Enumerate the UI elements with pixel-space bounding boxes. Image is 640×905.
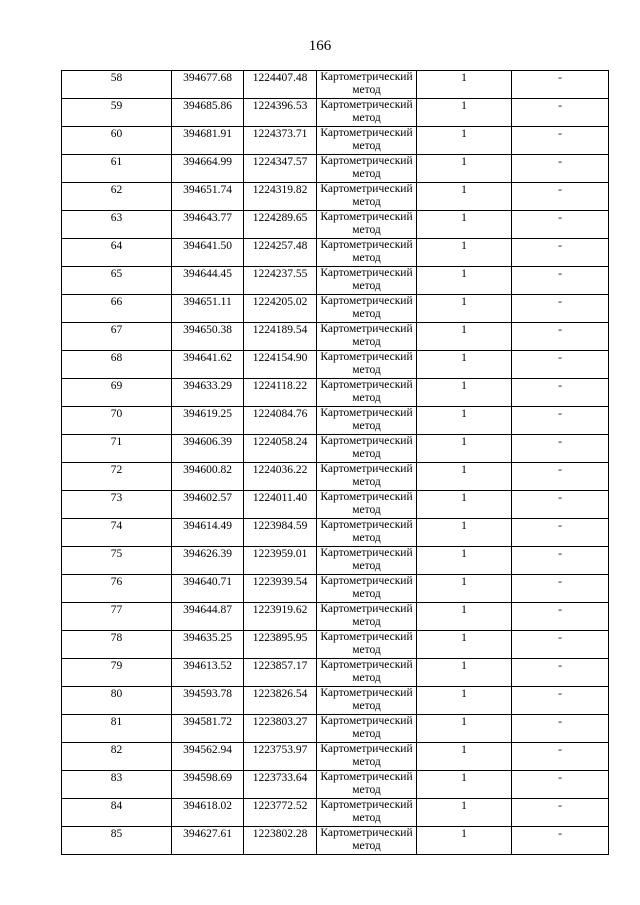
x-coordinate-cell: 394606.39 <box>172 435 244 463</box>
count-cell: 1 <box>417 127 512 155</box>
point-number-cell: 58 <box>62 71 172 99</box>
x-coordinate-cell: 394644.87 <box>172 603 244 631</box>
y-coordinate-cell: 1223959.01 <box>244 547 317 575</box>
table-row <box>62 407 609 435</box>
table-row <box>62 379 609 407</box>
y-coordinate-cell: 1224407.48 <box>244 71 317 99</box>
note-cell: - <box>512 715 609 743</box>
y-coordinate-cell: 1223919.62 <box>244 603 317 631</box>
note-cell: - <box>512 799 609 827</box>
y-coordinate-cell: 1224084.76 <box>244 407 317 435</box>
y-coordinate-cell: 1223802.28 <box>244 827 317 855</box>
note-cell: - <box>512 603 609 631</box>
point-number-cell: 84 <box>62 799 172 827</box>
count-cell: 1 <box>417 659 512 687</box>
page-number: 166 <box>308 38 332 54</box>
point-number-cell: 83 <box>62 771 172 799</box>
point-number-cell: 61 <box>62 155 172 183</box>
y-coordinate-cell: 1223939.54 <box>244 575 317 603</box>
table-row <box>62 799 609 827</box>
point-number-cell: 67 <box>62 323 172 351</box>
table-row <box>62 71 609 99</box>
table-row <box>62 435 609 463</box>
y-coordinate-cell: 1224347.57 <box>244 155 317 183</box>
table-row <box>62 715 609 743</box>
x-coordinate-cell: 394602.57 <box>172 491 244 519</box>
count-cell: 1 <box>417 547 512 575</box>
y-coordinate-cell: 1224257.48 <box>244 239 317 267</box>
x-coordinate-cell: 394600.82 <box>172 463 244 491</box>
x-coordinate-cell: 394593.78 <box>172 687 244 715</box>
point-number-cell: 81 <box>62 715 172 743</box>
count-cell: 1 <box>417 323 512 351</box>
note-cell: - <box>512 127 609 155</box>
x-coordinate-cell: 394641.50 <box>172 239 244 267</box>
method-cell: Картометрический метод <box>317 575 417 603</box>
point-number-cell: 79 <box>62 659 172 687</box>
x-coordinate-cell: 394640.71 <box>172 575 244 603</box>
y-coordinate-cell: 1224237.55 <box>244 267 317 295</box>
x-coordinate-cell: 394664.99 <box>172 155 244 183</box>
count-cell: 1 <box>417 239 512 267</box>
y-coordinate-cell: 1224396.53 <box>244 99 317 127</box>
count-cell: 1 <box>417 99 512 127</box>
method-cell: Картометрический метод <box>317 519 417 547</box>
method-cell: Картометрический метод <box>317 239 417 267</box>
table-row <box>62 631 609 659</box>
note-cell: - <box>512 351 609 379</box>
table-row <box>62 659 609 687</box>
point-number-cell: 77 <box>62 603 172 631</box>
y-coordinate-cell: 1223857.17 <box>244 659 317 687</box>
method-cell: Картометрический метод <box>317 771 417 799</box>
x-coordinate-cell: 394643.77 <box>172 211 244 239</box>
method-cell: Картометрический метод <box>317 267 417 295</box>
count-cell: 1 <box>417 491 512 519</box>
table-row <box>62 351 609 379</box>
method-cell: Картометрический метод <box>317 127 417 155</box>
x-coordinate-cell: 394651.74 <box>172 183 244 211</box>
point-number-cell: 71 <box>62 435 172 463</box>
point-number-cell: 64 <box>62 239 172 267</box>
y-coordinate-cell: 1224036.22 <box>244 463 317 491</box>
table-row <box>62 519 609 547</box>
point-number-cell: 59 <box>62 99 172 127</box>
count-cell: 1 <box>417 71 512 99</box>
note-cell: - <box>512 239 609 267</box>
count-cell: 1 <box>417 407 512 435</box>
count-cell: 1 <box>417 435 512 463</box>
note-cell: - <box>512 631 609 659</box>
x-coordinate-cell: 394618.02 <box>172 799 244 827</box>
note-cell: - <box>512 71 609 99</box>
point-number-cell: 76 <box>62 575 172 603</box>
table-row <box>62 127 609 155</box>
point-number-cell: 63 <box>62 211 172 239</box>
point-number-cell: 62 <box>62 183 172 211</box>
y-coordinate-cell: 1224011.40 <box>244 491 317 519</box>
note-cell: - <box>512 267 609 295</box>
y-coordinate-cell: 1223826.54 <box>244 687 317 715</box>
table-row <box>62 771 609 799</box>
method-cell: Картометрический метод <box>317 351 417 379</box>
point-number-cell: 73 <box>62 491 172 519</box>
point-number-cell: 66 <box>62 295 172 323</box>
x-coordinate-cell: 394613.52 <box>172 659 244 687</box>
count-cell: 1 <box>417 771 512 799</box>
table-row <box>62 687 609 715</box>
table-row <box>62 211 609 239</box>
method-cell: Картометрический метод <box>317 827 417 855</box>
y-coordinate-cell: 1223895.95 <box>244 631 317 659</box>
note-cell: - <box>512 659 609 687</box>
count-cell: 1 <box>417 575 512 603</box>
method-cell: Картометрический метод <box>317 799 417 827</box>
point-number-cell: 74 <box>62 519 172 547</box>
method-cell: Картометрический метод <box>317 323 417 351</box>
note-cell: - <box>512 771 609 799</box>
method-cell: Картометрический метод <box>317 211 417 239</box>
table-row <box>62 743 609 771</box>
y-coordinate-cell: 1224319.82 <box>244 183 317 211</box>
y-coordinate-cell: 1224189.54 <box>244 323 317 351</box>
method-cell: Картометрический метод <box>317 547 417 575</box>
y-coordinate-cell: 1223772.52 <box>244 799 317 827</box>
y-coordinate-cell: 1224205.02 <box>244 295 317 323</box>
method-cell: Картометрический метод <box>317 603 417 631</box>
x-coordinate-cell: 394644.45 <box>172 267 244 295</box>
method-cell: Картометрический метод <box>317 687 417 715</box>
table-row <box>62 295 609 323</box>
point-number-cell: 78 <box>62 631 172 659</box>
x-coordinate-cell: 394562.94 <box>172 743 244 771</box>
count-cell: 1 <box>417 603 512 631</box>
y-coordinate-cell: 1223753.97 <box>244 743 317 771</box>
note-cell: - <box>512 519 609 547</box>
table-row <box>62 99 609 127</box>
note-cell: - <box>512 155 609 183</box>
note-cell: - <box>512 435 609 463</box>
y-coordinate-cell: 1224373.71 <box>244 127 317 155</box>
note-cell: - <box>512 183 609 211</box>
table-row <box>62 267 609 295</box>
point-number-cell: 80 <box>62 687 172 715</box>
table-row <box>62 323 609 351</box>
coordinates-table <box>61 70 609 855</box>
point-number-cell: 70 <box>62 407 172 435</box>
x-coordinate-cell: 394598.69 <box>172 771 244 799</box>
method-cell: Картометрический метод <box>317 631 417 659</box>
table-row <box>62 183 609 211</box>
table-row <box>62 827 609 855</box>
note-cell: - <box>512 211 609 239</box>
method-cell: Картометрический метод <box>317 491 417 519</box>
method-cell: Картометрический метод <box>317 183 417 211</box>
point-number-cell: 69 <box>62 379 172 407</box>
table-row <box>62 239 609 267</box>
table-row <box>62 463 609 491</box>
y-coordinate-cell: 1223733.64 <box>244 771 317 799</box>
x-coordinate-cell: 394626.39 <box>172 547 244 575</box>
note-cell: - <box>512 323 609 351</box>
table-row <box>62 575 609 603</box>
x-coordinate-cell: 394651.11 <box>172 295 244 323</box>
note-cell: - <box>512 295 609 323</box>
x-coordinate-cell: 394627.61 <box>172 827 244 855</box>
note-cell: - <box>512 575 609 603</box>
x-coordinate-cell: 394581.72 <box>172 715 244 743</box>
point-number-cell: 82 <box>62 743 172 771</box>
x-coordinate-cell: 394677.68 <box>172 71 244 99</box>
method-cell: Картометрический метод <box>317 407 417 435</box>
count-cell: 1 <box>417 827 512 855</box>
x-coordinate-cell: 394633.29 <box>172 379 244 407</box>
x-coordinate-cell: 394614.49 <box>172 519 244 547</box>
y-coordinate-cell: 1224289.65 <box>244 211 317 239</box>
coordinates-table-body <box>62 71 609 855</box>
note-cell: - <box>512 547 609 575</box>
point-number-cell: 85 <box>62 827 172 855</box>
count-cell: 1 <box>417 379 512 407</box>
x-coordinate-cell: 394635.25 <box>172 631 244 659</box>
count-cell: 1 <box>417 155 512 183</box>
point-number-cell: 75 <box>62 547 172 575</box>
method-cell: Картометрический метод <box>317 99 417 127</box>
count-cell: 1 <box>417 183 512 211</box>
table-row <box>62 547 609 575</box>
count-cell: 1 <box>417 743 512 771</box>
x-coordinate-cell: 394650.38 <box>172 323 244 351</box>
count-cell: 1 <box>417 211 512 239</box>
method-cell: Картометрический метод <box>317 379 417 407</box>
method-cell: Картометрический метод <box>317 295 417 323</box>
method-cell: Картометрический метод <box>317 71 417 99</box>
table-row <box>62 491 609 519</box>
note-cell: - <box>512 687 609 715</box>
method-cell: Картометрический метод <box>317 435 417 463</box>
y-coordinate-cell: 1224154.90 <box>244 351 317 379</box>
method-cell: Картометрический метод <box>317 659 417 687</box>
point-number-cell: 68 <box>62 351 172 379</box>
note-cell: - <box>512 99 609 127</box>
note-cell: - <box>512 463 609 491</box>
count-cell: 1 <box>417 687 512 715</box>
count-cell: 1 <box>417 351 512 379</box>
y-coordinate-cell: 1223803.27 <box>244 715 317 743</box>
x-coordinate-cell: 394619.25 <box>172 407 244 435</box>
count-cell: 1 <box>417 799 512 827</box>
x-coordinate-cell: 394681.91 <box>172 127 244 155</box>
point-number-cell: 72 <box>62 463 172 491</box>
method-cell: Картометрический метод <box>317 463 417 491</box>
y-coordinate-cell: 1223984.59 <box>244 519 317 547</box>
y-coordinate-cell: 1224058.24 <box>244 435 317 463</box>
x-coordinate-cell: 394641.62 <box>172 351 244 379</box>
method-cell: Картометрический метод <box>317 743 417 771</box>
count-cell: 1 <box>417 463 512 491</box>
point-number-cell: 60 <box>62 127 172 155</box>
count-cell: 1 <box>417 631 512 659</box>
count-cell: 1 <box>417 715 512 743</box>
table-row <box>62 155 609 183</box>
note-cell: - <box>512 827 609 855</box>
note-cell: - <box>512 379 609 407</box>
y-coordinate-cell: 1224118.22 <box>244 379 317 407</box>
note-cell: - <box>512 407 609 435</box>
count-cell: 1 <box>417 295 512 323</box>
x-coordinate-cell: 394685.86 <box>172 99 244 127</box>
count-cell: 1 <box>417 267 512 295</box>
method-cell: Картометрический метод <box>317 155 417 183</box>
note-cell: - <box>512 491 609 519</box>
method-cell: Картометрический метод <box>317 715 417 743</box>
point-number-cell: 65 <box>62 267 172 295</box>
table-row <box>62 603 609 631</box>
count-cell: 1 <box>417 519 512 547</box>
note-cell: - <box>512 743 609 771</box>
